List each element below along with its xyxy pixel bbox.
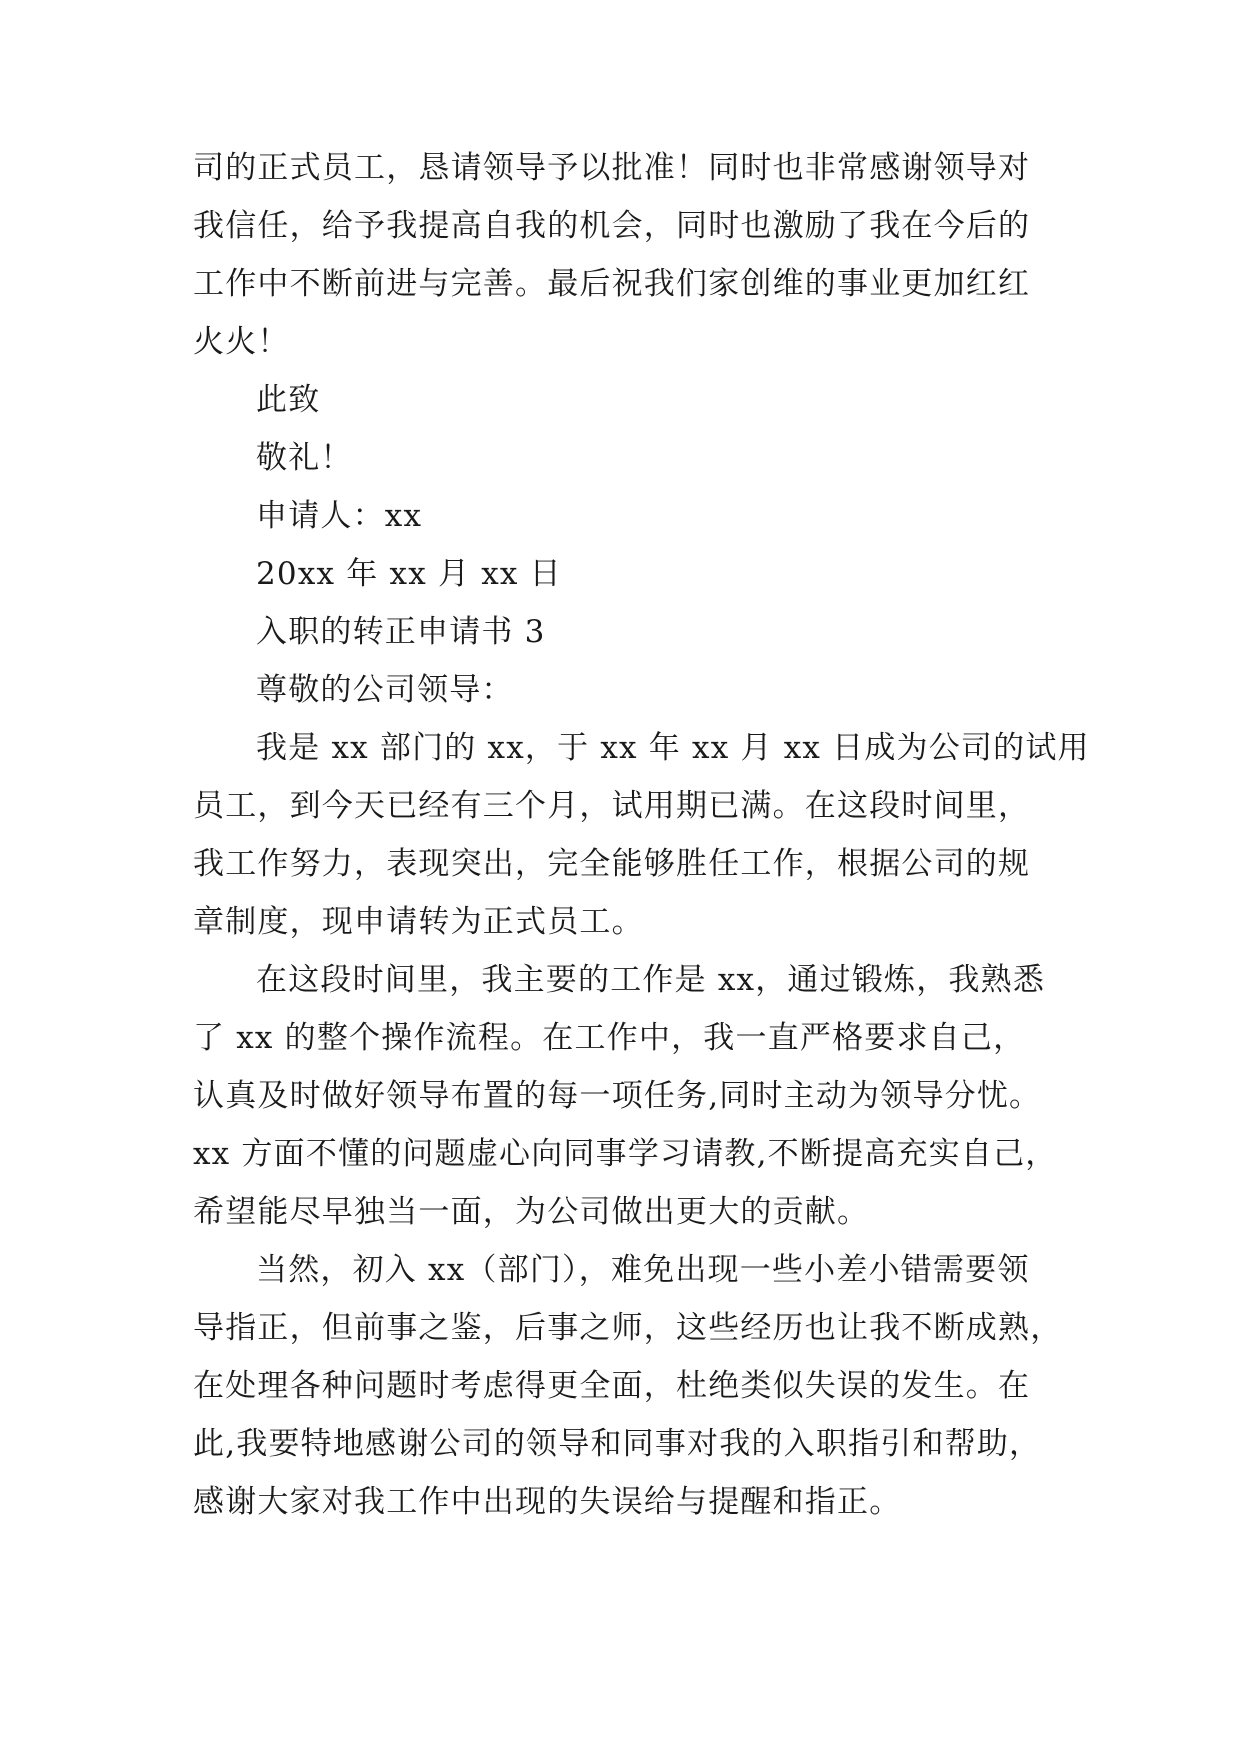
paragraph-line: 我是 xx 部门的 xx，于 xx 年 xx 月 xx 日成为公司的试用 (256, 730, 1090, 766)
paragraph-line: 火火！ (193, 324, 290, 360)
paragraph-line: 在处理各种问题时考虑得更全面，杜绝类似失误的发生。在 (193, 1368, 1031, 1404)
date-line: 20xx 年 xx 月 xx 日 (256, 556, 562, 592)
paragraph-line: 我工作努力，表现突出，完全能够胜任工作，根据公司的规 (193, 846, 1031, 882)
section-title: 入职的转正申请书 3 (256, 614, 546, 650)
paragraph-line: 希望能尽早独当一面，为公司做出更大的贡献。 (193, 1194, 870, 1230)
paragraph-line: 在这段时间里，我主要的工作是 xx，通过锻炼，我熟悉 (256, 962, 1046, 998)
salutation-line: 尊敬的公司领导： (256, 672, 514, 708)
paragraph-line: 章制度，现申请转为正式员工。 (193, 904, 644, 940)
paragraph-line: 我信任，给予我提高自我的机会，同时也激励了我在今后的 (193, 208, 1031, 244)
applicant-line: 申请人：xx (256, 498, 423, 534)
paragraph-line: 感谢大家对我工作中出现的失误给与提醒和指正。 (193, 1484, 902, 1520)
paragraph-line: xx 方面不懂的问题虚心向同事学习请教,不断提高充实自己， (193, 1136, 1058, 1172)
paragraph-line: 了 xx 的整个操作流程。在工作中，我一直严格要求自己， (193, 1020, 1026, 1056)
paragraph-line: 当然，初入 xx（部门），难免出现一些小差小错需要领 (256, 1252, 1030, 1288)
paragraph-line: 此,我要特地感谢公司的领导和同事对我的入职指引和帮助， (193, 1426, 1042, 1462)
paragraph-line: 导指正，但前事之鉴，后事之师，这些经历也让我不断成熟， (193, 1310, 1063, 1346)
paragraph-line: 工作中不断前进与完善。最后祝我们家创维的事业更加红红 (193, 266, 1031, 302)
closing-line: 此致 (256, 382, 321, 418)
paragraph-line: 员工，到今天已经有三个月，试用期已满。在这段时间里， (193, 788, 1031, 824)
paragraph-line: 认真及时做好领导布置的每一项任务,同时主动为领导分忧。 (193, 1078, 1042, 1114)
closing-line: 敬礼！ (256, 440, 353, 476)
paragraph-line: 司的正式员工，恳请领导予以批准！同时也非常感谢领导对 (193, 150, 1031, 186)
